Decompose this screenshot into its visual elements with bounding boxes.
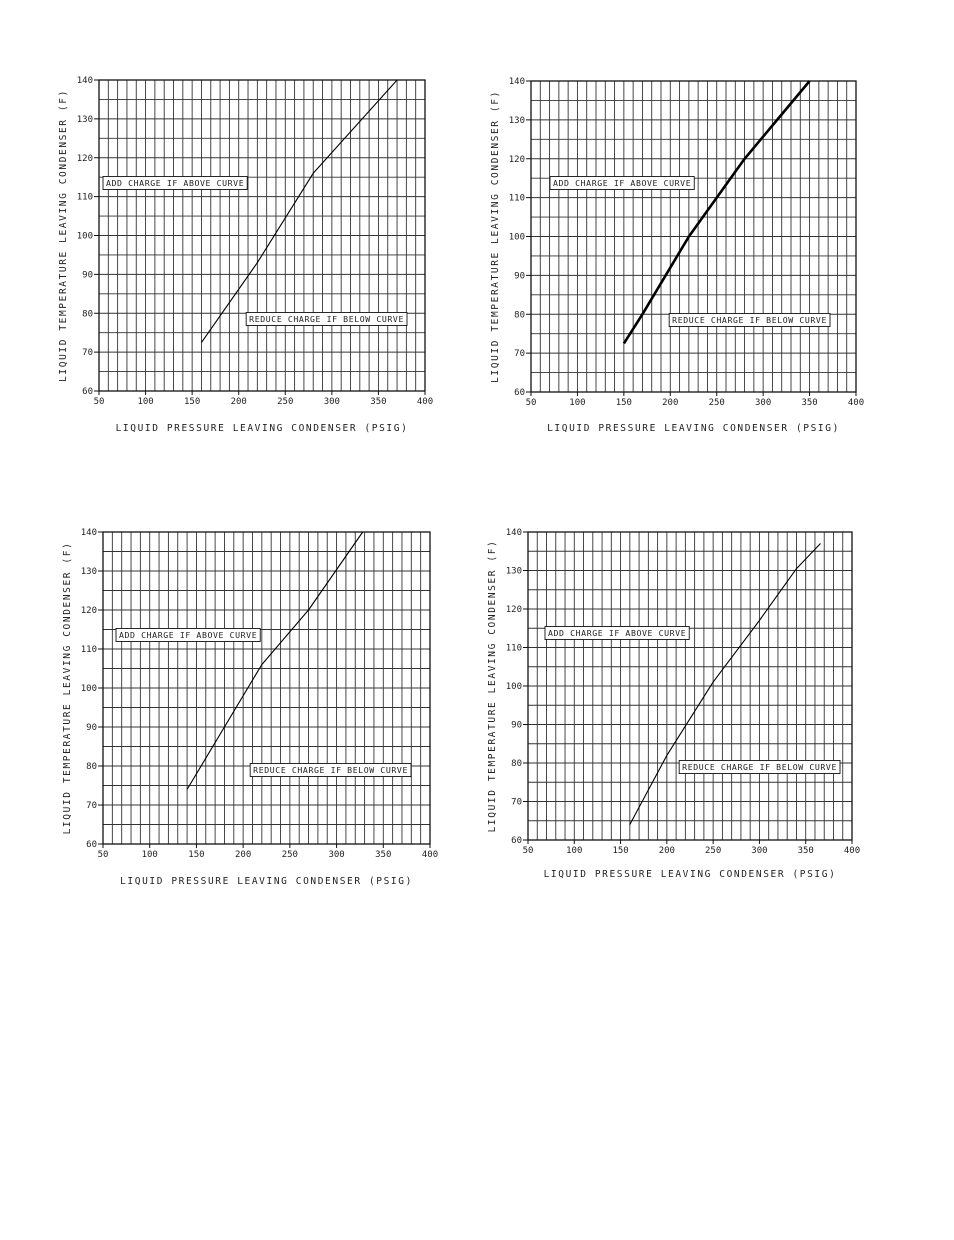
y-tick-label: 140 <box>505 528 522 538</box>
grid <box>528 532 852 840</box>
x-tick-label: 50 <box>525 398 537 408</box>
x-tick-label: 100 <box>569 398 586 408</box>
y-tick-label: 120 <box>505 605 522 615</box>
y-tick-label: 100 <box>76 231 93 242</box>
x-tick-label: 150 <box>615 398 632 408</box>
y-tick-label: 70 <box>514 349 525 360</box>
x-tick-label: 200 <box>230 397 247 407</box>
add-charge-note-text: ADD CHARGE IF ABOVE CURVE <box>119 630 258 640</box>
y-tick-label: 130 <box>80 567 97 577</box>
y-tick-label: 80 <box>82 309 93 320</box>
x-tick-label: 100 <box>566 846 583 856</box>
x-axis-label: LIQUID PRESSURE LEAVING CONDENSER (PSIG) <box>115 423 409 434</box>
y-tick-label: 120 <box>80 606 97 616</box>
x-tick-label: 200 <box>235 850 252 860</box>
y-tick-label: 140 <box>508 77 525 87</box>
charge-curve <box>202 80 398 342</box>
y-axis-label: LIQUID TEMPERATURE LEAVING CONDENSER (F) <box>58 89 69 382</box>
add-charge-note-text: ADD CHARGE IF ABOVE CURVE <box>106 178 245 188</box>
y-tick-label: 70 <box>511 797 522 808</box>
y-axis-label: LIQUID TEMPERATURE LEAVING CONDENSER (F) <box>62 541 73 835</box>
y-tick-label: 60 <box>511 836 522 846</box>
y-tick-label: 110 <box>80 645 97 655</box>
x-tick-label: 400 <box>847 398 865 408</box>
x-tick-label: 250 <box>708 398 725 408</box>
x-tick-label: 300 <box>751 846 768 856</box>
y-tick-label: 120 <box>508 154 525 165</box>
y-tick-label: 60 <box>514 388 525 398</box>
y-tick-label: 140 <box>76 76 93 86</box>
x-tick-label: 250 <box>281 850 298 860</box>
x-tick-label: 100 <box>141 850 158 860</box>
y-tick-label: 100 <box>505 682 522 692</box>
x-tick-label: 350 <box>801 398 818 408</box>
x-tick-label: 350 <box>370 397 387 407</box>
x-tick-label: 400 <box>416 397 434 407</box>
y-tick-label: 130 <box>508 115 525 126</box>
reduce-charge-note-text: REDUCE CHARGE IF BELOW CURVE <box>672 315 827 325</box>
x-tick-label: 350 <box>375 850 392 860</box>
x-tick-label: 350 <box>797 846 814 856</box>
x-tick-label: 150 <box>612 846 629 856</box>
y-tick-label: 130 <box>76 114 93 125</box>
y-tick-label: 90 <box>82 270 93 281</box>
y-tick-label: 110 <box>505 643 522 654</box>
y-axis-label: LIQUID TEMPERATURE LEAVING CONDENSER (F) <box>490 90 501 383</box>
y-tick-label: 110 <box>76 192 93 203</box>
y-tick-label: 90 <box>86 723 97 733</box>
y-tick-label: 80 <box>511 759 522 769</box>
y-tick-label: 110 <box>508 193 525 204</box>
y-tick-label: 90 <box>514 271 525 282</box>
reduce-charge-note-text: REDUCE CHARGE IF BELOW CURVE <box>249 314 404 324</box>
x-tick-label: 300 <box>328 850 345 860</box>
chart-1 <box>58 76 433 434</box>
x-tick-label: 50 <box>97 850 109 860</box>
x-tick-label: 250 <box>705 846 722 856</box>
x-tick-label: 250 <box>277 397 294 407</box>
x-tick-label: 200 <box>658 846 675 856</box>
add-charge-note-text: ADD CHARGE IF ABOVE CURVE <box>548 628 687 638</box>
y-tick-label: 100 <box>80 684 97 694</box>
x-tick-label: 150 <box>188 850 205 860</box>
x-tick-label: 50 <box>522 846 534 856</box>
y-tick-label: 90 <box>511 720 522 731</box>
y-tick-label: 120 <box>76 153 93 164</box>
y-tick-label: 130 <box>505 566 522 577</box>
y-tick-label: 80 <box>514 310 525 321</box>
reduce-charge-note-text: REDUCE CHARGE IF BELOW CURVE <box>253 765 408 775</box>
chart-4 <box>487 528 860 880</box>
x-tick-label: 150 <box>184 397 201 407</box>
add-charge-note-text: ADD CHARGE IF ABOVE CURVE <box>553 178 692 188</box>
y-tick-label: 100 <box>508 232 525 243</box>
x-axis-label: LIQUID PRESSURE LEAVING CONDENSER (PSIG) <box>120 876 413 887</box>
x-tick-label: 400 <box>421 850 439 860</box>
x-tick-label: 300 <box>323 397 340 407</box>
grid <box>531 81 856 392</box>
x-tick-label: 200 <box>662 398 679 408</box>
reduce-charge-note-text: REDUCE CHARGE IF BELOW CURVE <box>682 762 837 772</box>
x-tick-label: 400 <box>843 846 861 856</box>
x-axis-label: LIQUID PRESSURE LEAVING CONDENSER (PSIG) <box>543 869 837 880</box>
chart-3 <box>62 528 438 887</box>
y-tick-label: 70 <box>82 348 93 359</box>
grid <box>103 532 430 844</box>
grid <box>99 80 425 391</box>
x-tick-label: 300 <box>755 398 772 408</box>
x-tick-label: 50 <box>93 397 105 407</box>
x-tick-label: 100 <box>137 397 154 407</box>
y-tick-label: 80 <box>86 762 97 772</box>
x-axis-label: LIQUID PRESSURE LEAVING CONDENSER (PSIG) <box>547 423 840 434</box>
y-tick-label: 60 <box>86 840 97 850</box>
y-tick-label: 140 <box>80 528 97 538</box>
y-tick-label: 70 <box>86 801 97 811</box>
chart-2 <box>490 77 864 434</box>
y-tick-label: 60 <box>82 387 93 397</box>
y-axis-label: LIQUID TEMPERATURE LEAVING CONDENSER (F) <box>487 539 498 833</box>
